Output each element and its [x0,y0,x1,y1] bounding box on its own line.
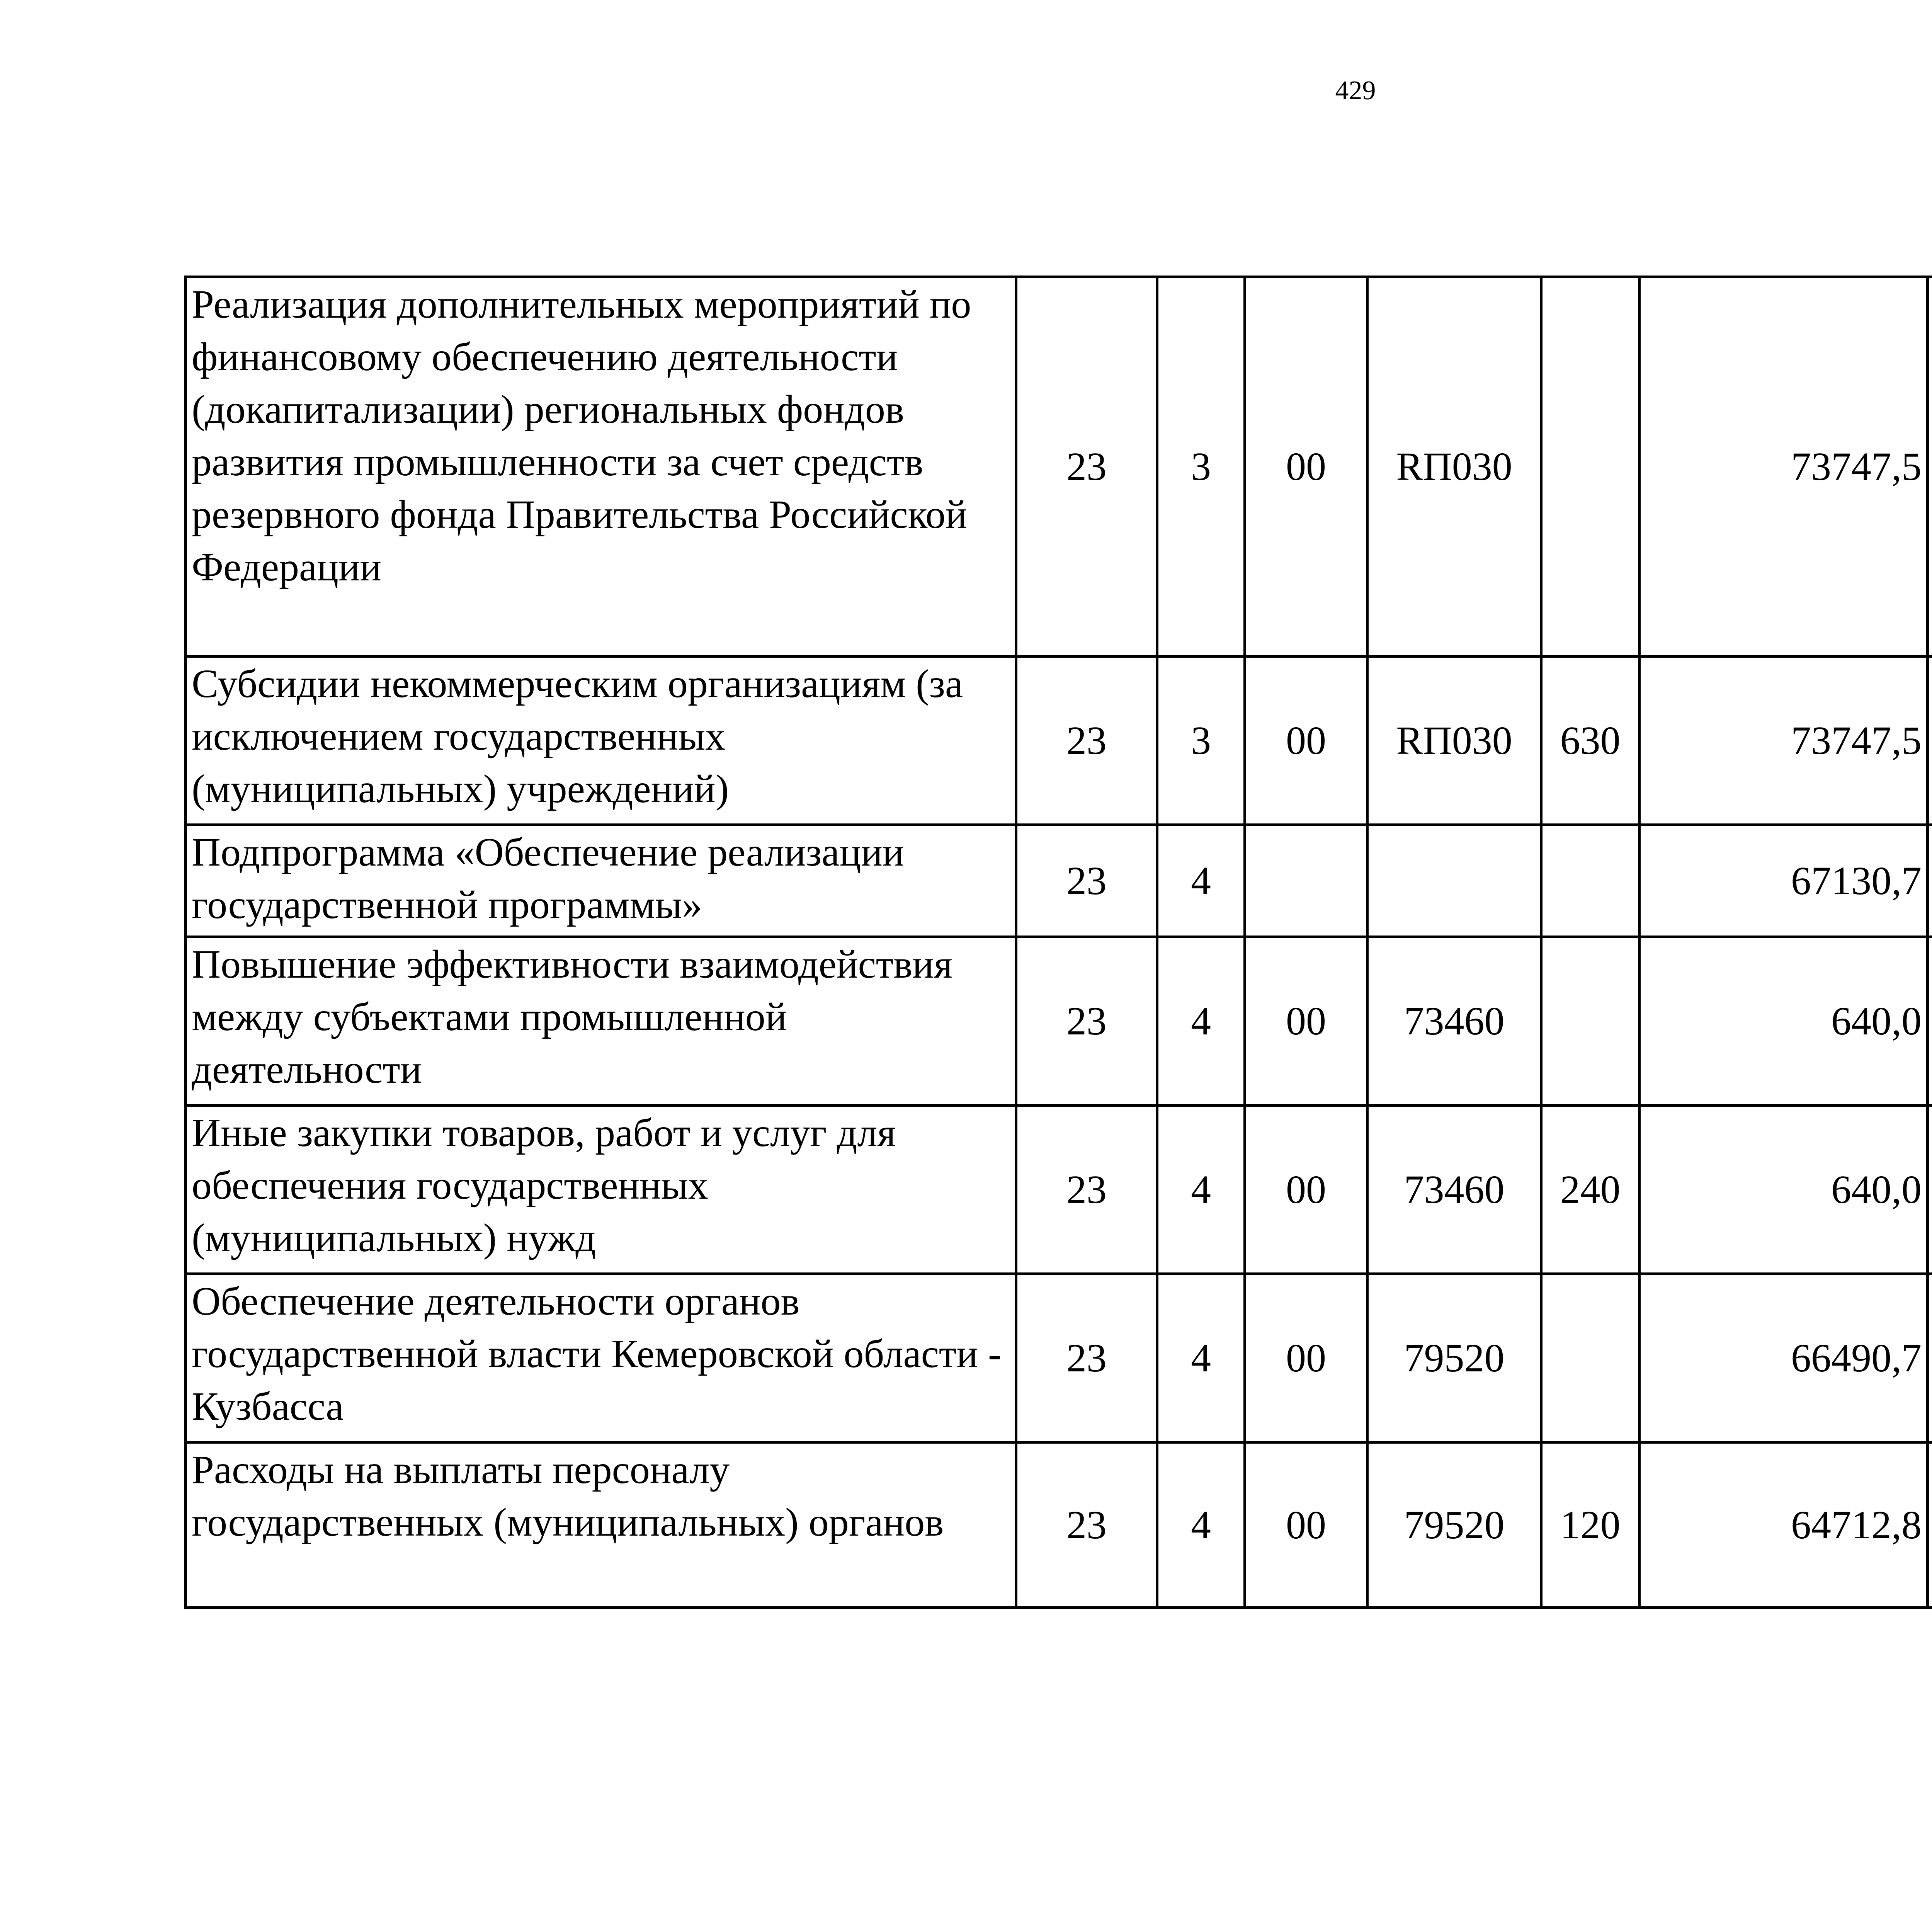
table-row [186,825,1932,937]
table-row [186,1442,1932,1608]
amount-year-2 [1928,1442,1932,1608]
amount-year-1: 66490,7 [1639,1274,1928,1442]
row-description: Реализация дополнительных мероприятий по финансовому обеспечению деятельности (докапитализации) региональных фондов развития промышленности за счет средств резервного фонда Правительства Российской Федерации [186,277,1016,657]
direction-code: 00 [1245,937,1367,1106]
expense-item-code: RП030 [1367,657,1541,825]
program-code: 23 [1016,1106,1157,1274]
program-code: 23 [1016,657,1157,825]
row-description: Повышение эффективности взаимодействия между субъектами промышленной деятельности [186,937,1016,1106]
table-row [186,1106,1932,1274]
expense-item-code: 73460 [1367,1106,1541,1274]
expense-type-code [1541,277,1639,657]
program-code: 23 [1016,277,1157,657]
amount-year-1: 64712,8 [1639,1442,1928,1608]
table-row [186,1274,1932,1442]
table-row [186,657,1932,825]
expense-item-code: 79520 [1367,1442,1541,1608]
amount-year-2 [1928,657,1932,825]
subprogram-code: 4 [1157,1106,1245,1274]
budget-table [184,276,1932,1609]
amount-year-2 [1928,1106,1932,1274]
amount-year-1: 73747,5 [1639,277,1928,657]
expense-item-code [1367,825,1541,937]
expense-type-code: 120 [1541,1442,1639,1608]
amount-year-1: 73747,5 [1639,657,1928,825]
subprogram-code: 4 [1157,825,1245,937]
subprogram-code: 4 [1157,937,1245,1106]
program-code: 23 [1016,1442,1157,1608]
direction-code: 00 [1245,1106,1367,1274]
program-code: 23 [1016,825,1157,937]
amount-year-1: 640,0 [1639,1106,1928,1274]
direction-code: 00 [1245,277,1367,657]
expense-type-code [1541,1274,1639,1442]
amount-year-1: 640,0 [1639,937,1928,1106]
expense-type-code: 240 [1541,1106,1639,1274]
direction-code: 00 [1245,1274,1367,1442]
row-description: Подпрограмма «Обеспечение реализации государственной программы» [186,825,1016,937]
program-code: 23 [1016,937,1157,1106]
expense-type-code [1541,937,1639,1106]
expense-type-code [1541,825,1639,937]
expense-item-code: 79520 [1367,1274,1541,1442]
amount-year-2 [1928,1274,1932,1442]
subprogram-code: 4 [1157,1274,1245,1442]
row-description: Субсидии некоммерческим организациям (за исключением государственных (муниципальных) учреждений) [186,657,1016,825]
table-row [186,277,1932,657]
expense-item-code: RП030 [1367,277,1541,657]
direction-code: 00 [1245,657,1367,825]
amount-year-2 [1928,937,1932,1106]
subprogram-code: 3 [1157,277,1245,657]
program-code: 23 [1016,1274,1157,1442]
amount-year-1: 67130,7 [1639,825,1928,937]
expense-item-code: 73460 [1367,937,1541,1106]
row-description: Обеспечение деятельности органов государственной власти Кемеровской области - Кузбасса [186,1274,1016,1442]
expense-type-code: 630 [1541,657,1639,825]
page-number: 429 [1335,76,1376,105]
subprogram-code: 4 [1157,1442,1245,1608]
amount-year-2 [1928,825,1932,937]
direction-code [1245,825,1367,937]
amount-year-2 [1928,277,1932,657]
direction-code: 00 [1245,1442,1367,1608]
row-description: Расходы на выплаты персоналу государственных (муниципальных) органов [186,1442,1016,1608]
subprogram-code: 3 [1157,657,1245,825]
row-description: Иные закупки товаров, работ и услуг для обеспечения государственных (муниципальных) нужд [186,1106,1016,1274]
table-row [186,937,1932,1106]
